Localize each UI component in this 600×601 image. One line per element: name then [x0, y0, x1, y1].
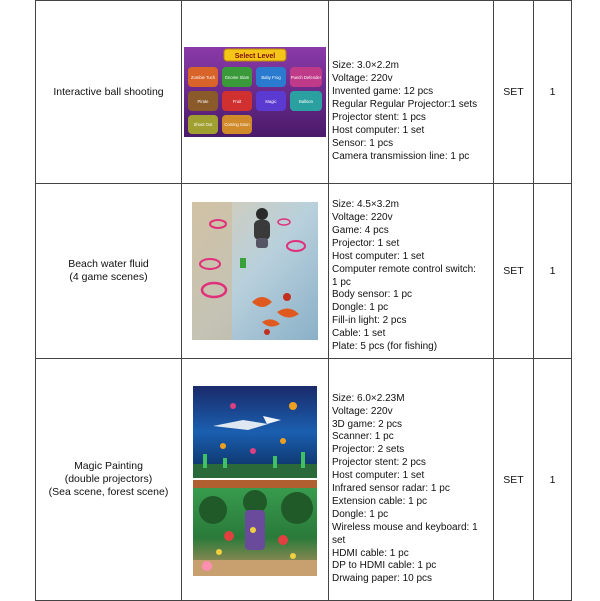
spec-line: Cable: 1 set — [332, 328, 386, 340]
quantity-cell: 1 — [534, 1, 572, 184]
menu-tile-text: Baby Frog — [261, 75, 281, 80]
unit-cell: SET — [494, 184, 534, 359]
spec-line: HDMI cable: 1 pc — [332, 547, 409, 559]
item-spec-cell — [329, 184, 494, 359]
spec-line: Host computer: 1 set — [332, 470, 425, 482]
item-name-line: Magic Painting — [74, 460, 143, 472]
table-row — [36, 1, 572, 184]
item-name-line: (4 game scenes) — [69, 271, 148, 283]
spec-line: Projector: 2 sets — [332, 444, 405, 456]
menu-tile-text: Gnome Slam — [224, 75, 250, 80]
spec-line: Projector: 1 set — [332, 237, 400, 249]
table-row — [36, 184, 572, 359]
spec-line: DP to HDMI cable: 1 pc — [332, 560, 437, 572]
spec-line: 3D game: 2 pcs — [332, 418, 403, 430]
item-spec-cell — [329, 1, 494, 184]
spec-line: Dongle: 1 pc — [332, 508, 389, 520]
item-spec-cell — [329, 359, 494, 601]
spec-list — [332, 188, 493, 354]
item-name-cell — [36, 359, 182, 601]
spec-line: Voltage: 220v — [332, 211, 393, 223]
spec-line: Projector stent: 2 pcs — [332, 457, 426, 469]
quantity-cell: 1 — [534, 359, 572, 601]
spec-line: 1 pc — [332, 276, 351, 288]
spec-line: Voltage: 220v — [332, 405, 393, 417]
forest-scene-projection-image — [193, 480, 317, 576]
spec-line: Host computer: 1 set — [332, 124, 425, 136]
spec-line: Fill-in light: 2 pcs — [332, 315, 407, 327]
item-name-line: (double projectors) — [64, 473, 153, 485]
spec-line: Size: 6.0×2.23M — [332, 392, 405, 404]
spec-list — [332, 20, 493, 163]
item-name-cell — [36, 184, 182, 359]
menu-tile-text: Pirate — [197, 99, 209, 104]
menu-tile-text: Shoot Out — [193, 122, 213, 127]
menu-tile-text: Fruit — [232, 99, 242, 104]
spec-line: Regular Regular Projector:1 sets — [332, 99, 478, 111]
item-image-cell — [182, 1, 329, 184]
spec-line: Voltage: 220v — [332, 73, 393, 85]
spec-line: Dongle: 1 pc — [332, 302, 389, 314]
quantity-cell: 1 — [534, 184, 572, 359]
unit-cell: SET — [494, 359, 534, 601]
spec-line: Computer remote control switch: — [332, 263, 476, 275]
beach-projection-image — [192, 202, 318, 340]
table-row — [36, 359, 572, 601]
item-name-line: (Sea scene, forest scene) — [48, 486, 169, 498]
unit-cell: SET — [494, 1, 534, 184]
spec-line: Infrared sensor radar: 1 pc — [332, 483, 450, 495]
item-image-cell — [182, 359, 329, 601]
spec-line: Projector stent: 1 pcs — [332, 112, 426, 123]
menu-tile-text: Punch Defender — [290, 75, 322, 80]
arcade-game-menu-image — [184, 47, 326, 137]
menu-tile-text: Magic — [265, 99, 277, 104]
spec-line: Size: 3.0×2.2m — [332, 60, 399, 72]
menu-tile-text: Coming Soon — [224, 122, 250, 127]
sea-scene-projection-image — [193, 386, 317, 478]
menu-tile-text: Balloon — [299, 99, 313, 104]
spec-line: Extension cable: 1 pc — [332, 495, 428, 507]
spec-line: Wireless mouse and keyboard: 1 — [332, 521, 478, 533]
item-image-cell — [182, 184, 329, 359]
menu-banner-text: Select Level — [234, 53, 276, 60]
spec-line: Scanner: 1 pc — [332, 431, 394, 443]
spec-line: Game: 4 pcs — [332, 224, 389, 236]
item-name-line: Beach water fluid — [68, 258, 149, 270]
spec-line: Invented game: 12 pcs — [332, 86, 434, 98]
spec-line: Drwaing paper: 10 pcs — [332, 573, 433, 585]
spec-line: set — [332, 534, 346, 546]
spec-line: Size: 4.5×3.2m — [332, 199, 399, 211]
spec-list — [332, 373, 493, 587]
spec-line: Host computer: 1 set — [332, 250, 425, 262]
spec-line: Body sensor: 1 pc — [332, 289, 413, 301]
spec-line: Sensor: 1 pcs — [332, 137, 394, 149]
menu-tile-text: Zombie Tuch — [190, 75, 216, 80]
product-spec-table — [35, 0, 572, 601]
item-name-line: Interactive ball shooting — [53, 85, 164, 98]
spec-line: Camera transmission line: 1 pc — [332, 150, 470, 162]
item-name-cell — [36, 1, 182, 184]
spec-line: Plate: 5 pcs (for fishing) — [332, 341, 438, 353]
